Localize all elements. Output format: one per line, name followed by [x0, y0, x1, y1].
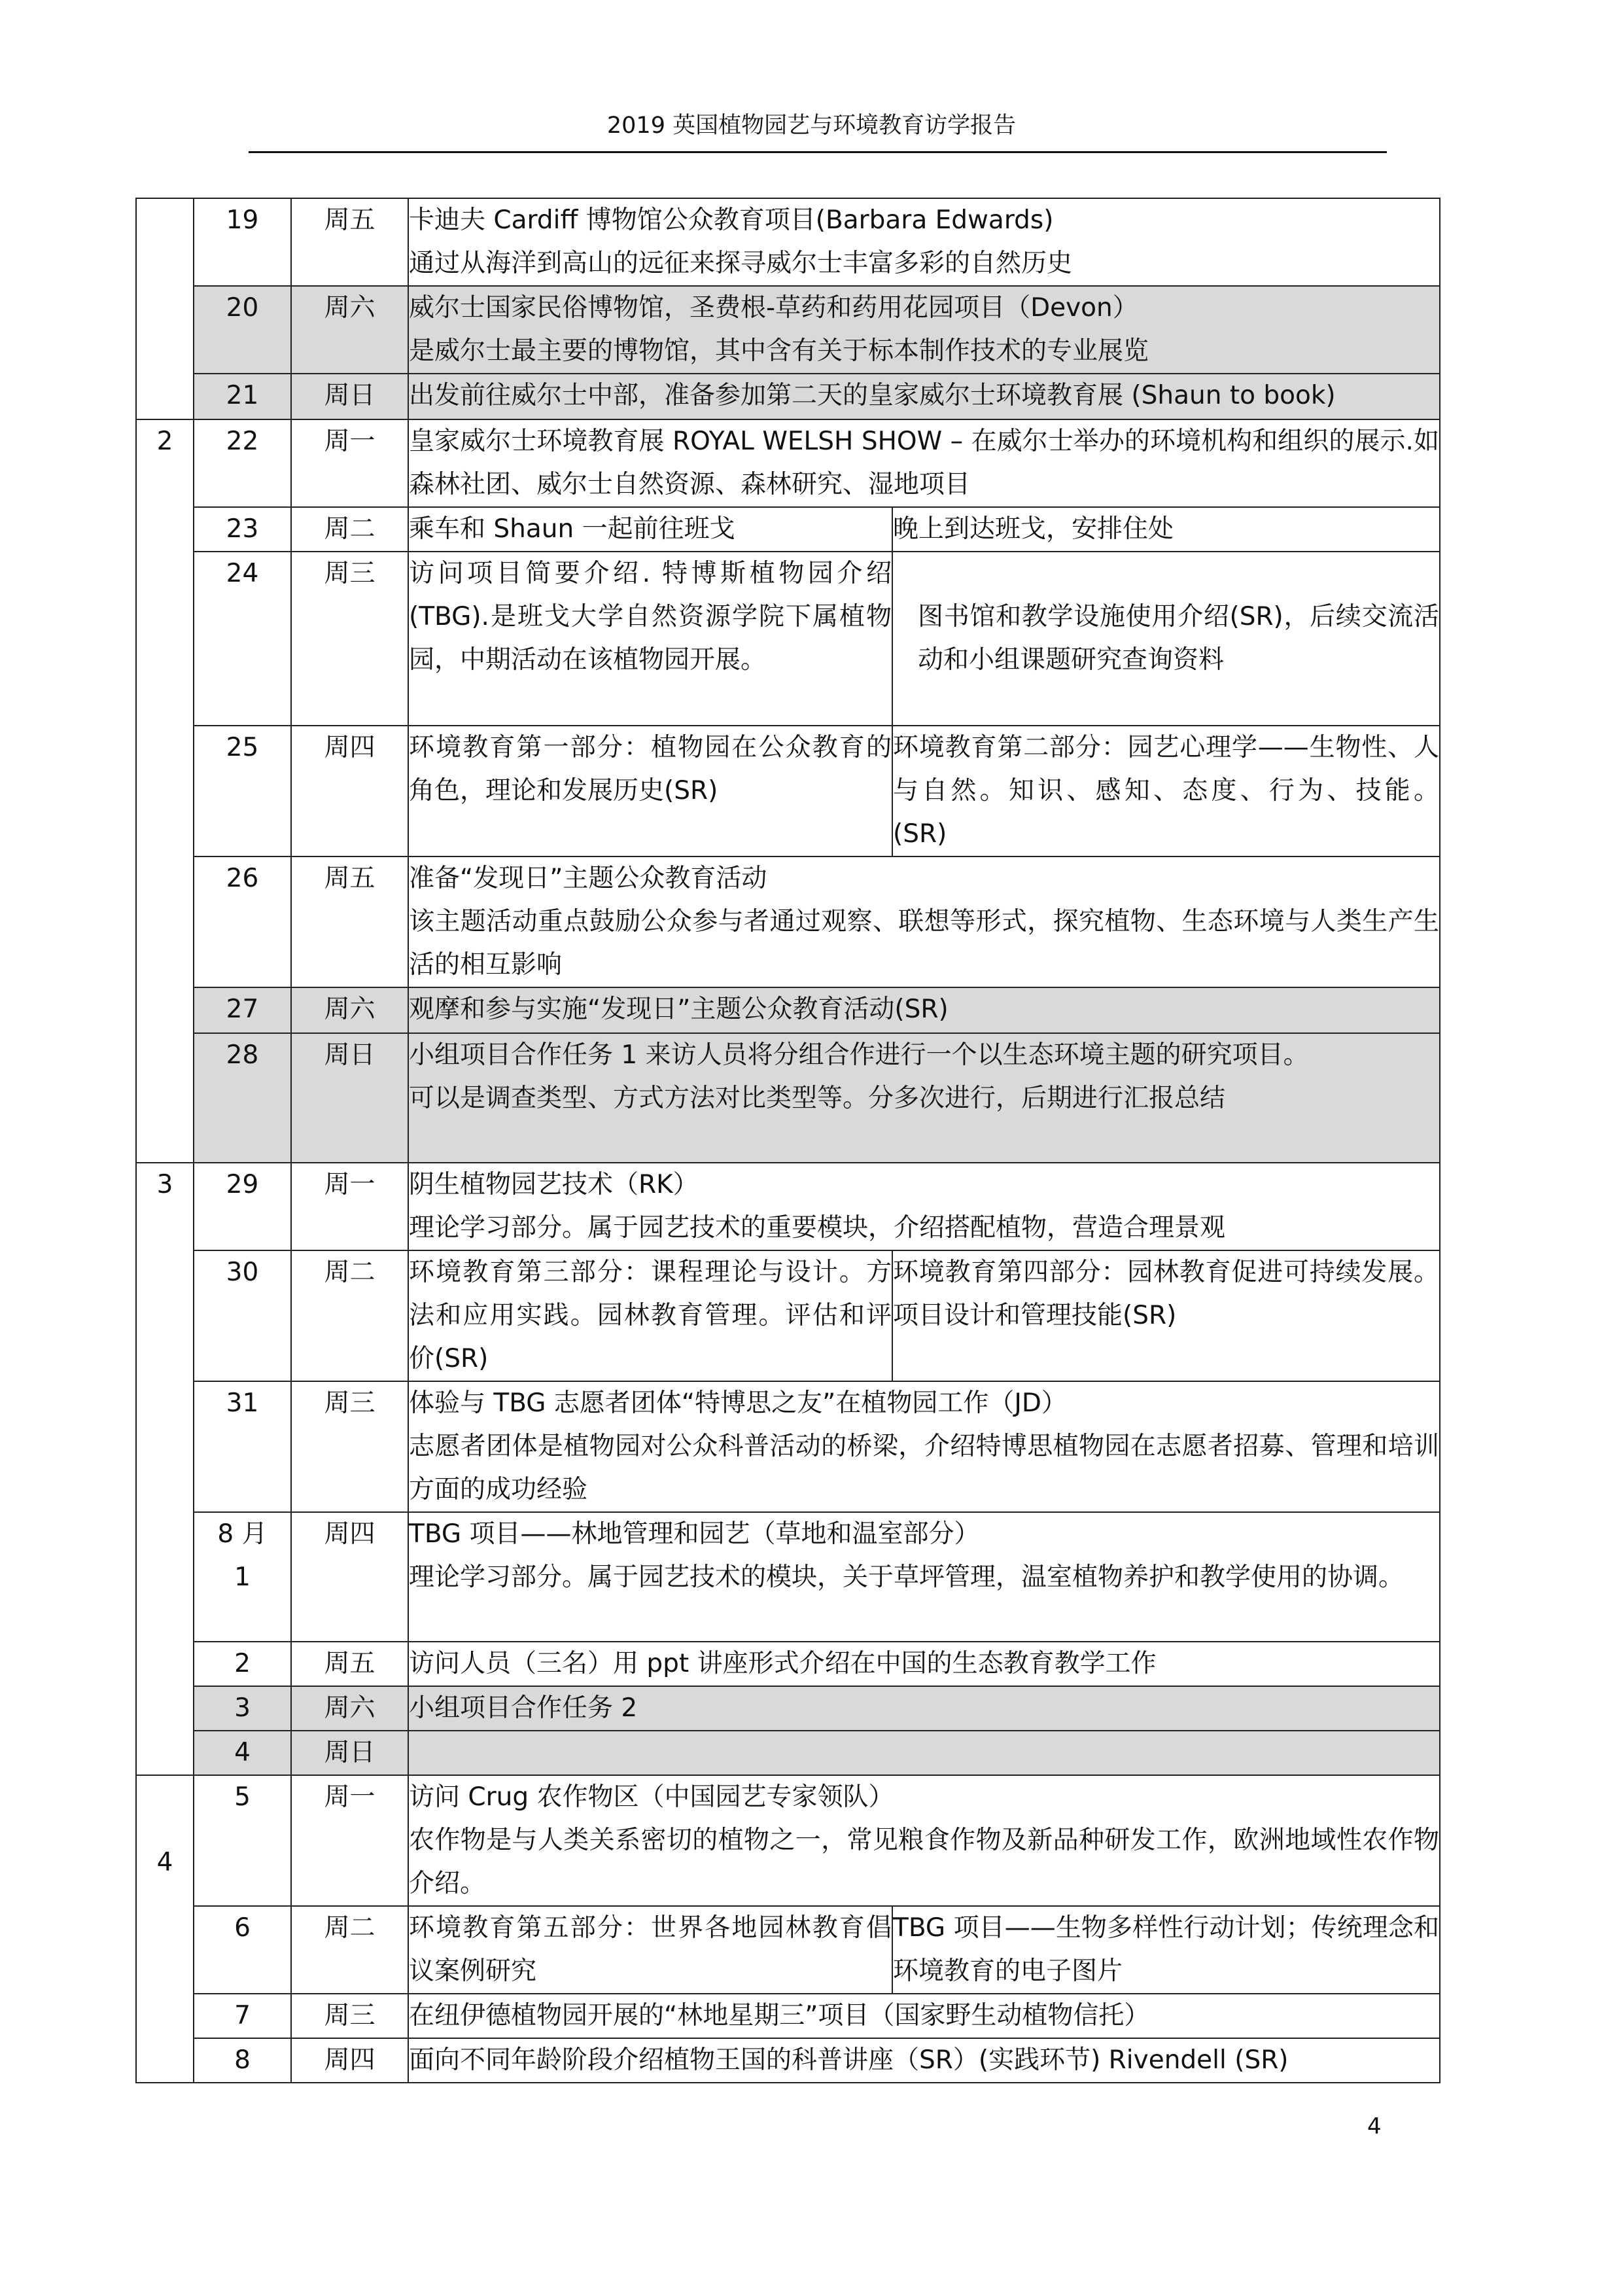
weekday-cell: 周五	[291, 857, 408, 987]
activity-line: 观摩和参与实施“发现日”主题公众教育活动(SR)	[409, 995, 949, 1024]
activity-cell-left: 环境教育第三部分：课程理论与设计。方法和应用实践。园林教育管理。评估和评价(SR)	[408, 1250, 892, 1381]
activity-line: 访问 Crug 农作物区（中国园艺专家领队）	[409, 1782, 894, 1812]
activity-line: 农作物是与人类关系密切的植物之一，常见粮食作物及新品种研发工作，欧洲地域性农作物介绍。	[409, 1826, 1440, 1898]
day-cell: 2	[194, 1642, 291, 1686]
table-row	[136, 1642, 1440, 1686]
activity-cell	[408, 1512, 1440, 1642]
activity-cell	[408, 987, 1440, 1033]
table-row	[136, 857, 1440, 987]
day-cell: 19	[194, 198, 291, 286]
weekday-cell: 周二	[291, 1250, 408, 1381]
activity-line: 皇家威尔士环境教育展 ROYAL WELSH SHOW – 在威尔士举办的环境机构和组织的展示.如 森林社团、威尔士自然资源、森林研究、湿地项目	[409, 427, 1440, 499]
table-row	[136, 419, 1440, 507]
weekday-cell: 周四	[291, 2038, 408, 2083]
weekday-cell: 周五	[291, 1642, 408, 1686]
activity-cell-left: 环境教育第五部分：世界各地园林教育倡议案例研究	[408, 1906, 892, 1994]
activity-cell-right: 环境教育第二部分：园艺心理学——生物性、人与自然。知识、感知、态度、行为、技能。 (SR)	[892, 726, 1440, 857]
activity-line: 通过从海洋到高山的远征来探寻威尔士丰富多彩的自然历史	[409, 249, 1073, 278]
activity-cell	[408, 1994, 1440, 2038]
activity-line: TBG 项目——林地管理和园艺（草地和温室部分）	[409, 1519, 980, 1549]
table-row	[136, 1686, 1440, 1731]
table-row	[136, 507, 1440, 552]
page-header-title: 2019 英国植物园艺与环境教育访学报告	[606, 113, 1017, 139]
activity-cell	[408, 286, 1440, 374]
activity-line: 准备“发现日”主题公众教育活动	[409, 864, 767, 893]
day-cell: 3	[194, 1686, 291, 1731]
activity-cell	[408, 1381, 1440, 1512]
activity-cell	[408, 198, 1440, 286]
weekday-cell: 周三	[291, 1381, 408, 1512]
day-cell: 22	[194, 419, 291, 507]
activity-cell-right: 环境教育第四部分：园林教育促进可持续发展。项目设计和管理技能(SR)	[892, 1250, 1440, 1381]
table-row	[136, 1994, 1440, 2038]
activity-line: 小组项目合作任务 2	[409, 1693, 638, 1723]
weekday-cell: 周一	[291, 1775, 408, 1906]
weekday-cell: 周日	[291, 1731, 408, 1775]
weekday-cell: 周四	[291, 726, 408, 857]
table-row	[136, 1033, 1440, 1163]
day-cell: 30	[194, 1250, 291, 1381]
activity-cell	[408, 374, 1440, 419]
header-divider	[249, 151, 1387, 153]
table-row	[136, 1775, 1440, 1906]
table-row	[136, 1381, 1440, 1512]
table-row	[136, 1731, 1440, 1775]
weekday-cell: 周二	[291, 1906, 408, 1994]
weekday-cell: 周日	[291, 1033, 408, 1163]
activity-cell	[408, 857, 1440, 987]
table-row	[136, 552, 1440, 726]
activity-line: 理论学习部分。属于园艺技术的模块，关于草坪管理，温室植物养护和教学使用的协调。	[409, 1563, 1405, 1592]
activity-line: 理论学习部分。属于园艺技术的重要模块，介绍搭配植物，营造合理景观	[409, 1213, 1226, 1243]
activity-line: 出发前往威尔士中部，准备参加第二天的皇家威尔士环境教育展 (Shaun to book)	[409, 381, 1336, 410]
weekday-cell: 周六	[291, 987, 408, 1033]
activity-cell	[408, 1033, 1440, 1163]
day-cell: 31	[194, 1381, 291, 1512]
activity-cell	[408, 1731, 1440, 1775]
activity-line: 是威尔士最主要的博物馆，其中含有关于标本制作技术的专业展览	[409, 336, 1149, 366]
day-cell: 21	[194, 374, 291, 419]
table-row	[136, 987, 1440, 1033]
week-cell: 3	[136, 1163, 194, 1775]
day-cell: 24	[194, 552, 291, 726]
day-cell: 8	[194, 2038, 291, 2083]
weekday-cell: 周二	[291, 507, 408, 552]
activity-cell	[408, 1642, 1440, 1686]
weekday-cell: 周一	[291, 1163, 408, 1250]
table-row	[136, 198, 1440, 286]
day-cell: 28	[194, 1033, 291, 1163]
day-cell: 25	[194, 726, 291, 857]
day-cell: 20	[194, 286, 291, 374]
day-cell	[194, 1512, 291, 1642]
activity-cell-right: 图书馆和教学设施使用介绍(SR)，后续交流活动和小组课题研究查询资料	[892, 552, 1440, 726]
table-row	[136, 1163, 1440, 1250]
day-cell: 4	[194, 1731, 291, 1775]
activity-line: 该主题活动重点鼓励公众参与者通过观察、联想等形式，探究植物、生态环境与人类生产生活的相互影响	[409, 907, 1440, 980]
activity-cell	[408, 1686, 1440, 1731]
activity-line: 小组项目合作任务 1 来访人员将分组合作进行一个以生态环境主题的研究项目。	[409, 1040, 1309, 1070]
activity-line: 威尔士国家民俗博物馆，圣费根-草药和药用花园项目（Devon）	[409, 293, 1138, 323]
schedule-table	[135, 198, 1440, 2083]
activity-line: 卡迪夫 Cardiff 博物馆公众教育项目(Barbara Edwards)	[409, 205, 1054, 235]
activity-cell	[408, 2038, 1440, 2083]
activity-cell	[408, 1775, 1440, 1906]
activity-cell	[408, 419, 1440, 507]
week-cell: 2	[136, 419, 194, 1163]
table-row	[136, 1250, 1440, 1381]
day-cell: 23	[194, 507, 291, 552]
day-cell: 26	[194, 857, 291, 987]
activity-line: 访问人员（三名）用 ppt 讲座形式介绍在中国的生态教育教学工作	[409, 1649, 1157, 1678]
weekday-cell: 周一	[291, 419, 408, 507]
activity-cell-left: 乘车和 Shaun 一起前往班戈	[408, 507, 892, 552]
day-cell: 27	[194, 987, 291, 1033]
week-cell	[136, 198, 194, 419]
activity-line: 阴生植物园艺技术（RK）	[409, 1170, 699, 1199]
activity-cell	[408, 1163, 1440, 1250]
activity-line: 志愿者团体是植物园对公众科普活动的桥梁，介绍特博思植物园在志愿者招募、管理和培训方面的成功经验	[409, 1432, 1440, 1504]
activity-cell-left: 环境教育第一部分：植物园在公众教育的角色，理论和发展历史(SR)	[408, 726, 892, 857]
weekday-cell: 周六	[291, 1686, 408, 1731]
table-row	[136, 1512, 1440, 1642]
table-row	[136, 1906, 1440, 1994]
week-cell: 4	[136, 1775, 194, 2083]
table-row	[136, 726, 1440, 857]
day-number: 1	[234, 1563, 251, 1592]
day-cell: 7	[194, 1994, 291, 2038]
activity-line: 体验与 TBG 志愿者团体“特博思之友”在植物园工作（JD）	[409, 1388, 1067, 1418]
activity-cell-right: TBG 项目——生物多样性行动计划；传统理念和环境教育的电子图片	[892, 1906, 1440, 1994]
activity-line: 在纽伊德植物园开展的“林地星期三”项目（国家野生动植物信托）	[409, 2001, 1150, 2030]
weekday-cell: 周五	[291, 198, 408, 286]
activity-line: 可以是调查类型、方式方法对比类型等。分多次进行，后期进行汇报总结	[409, 1084, 1226, 1113]
weekday-cell: 周六	[291, 286, 408, 374]
weekday-cell: 周四	[291, 1512, 408, 1642]
activity-cell-left: 访问项目简要介绍. 特博斯植物园介绍 (TBG).是班戈大学自然资源学院下属植物园，中期活动在该植物园开展。	[408, 552, 892, 726]
day-cell: 29	[194, 1163, 291, 1250]
table-row	[136, 286, 1440, 374]
table-row	[136, 2038, 1440, 2083]
weekday-cell: 周三	[291, 1994, 408, 2038]
weekday-cell: 周三	[291, 552, 408, 726]
day-cell: 5	[194, 1775, 291, 1906]
page-number: 4	[1367, 2113, 1382, 2140]
activity-cell-right: 晚上到达班戈，安排住处	[892, 507, 1440, 552]
activity-line: 面向不同年龄阶段介绍植物王国的科普讲座（SR）(实践环节) Rivendell (SR)	[409, 2045, 1289, 2075]
weekday-cell: 周日	[291, 374, 408, 419]
day-month: 8 月	[217, 1519, 268, 1549]
day-cell: 6	[194, 1906, 291, 1994]
table-row	[136, 374, 1440, 419]
